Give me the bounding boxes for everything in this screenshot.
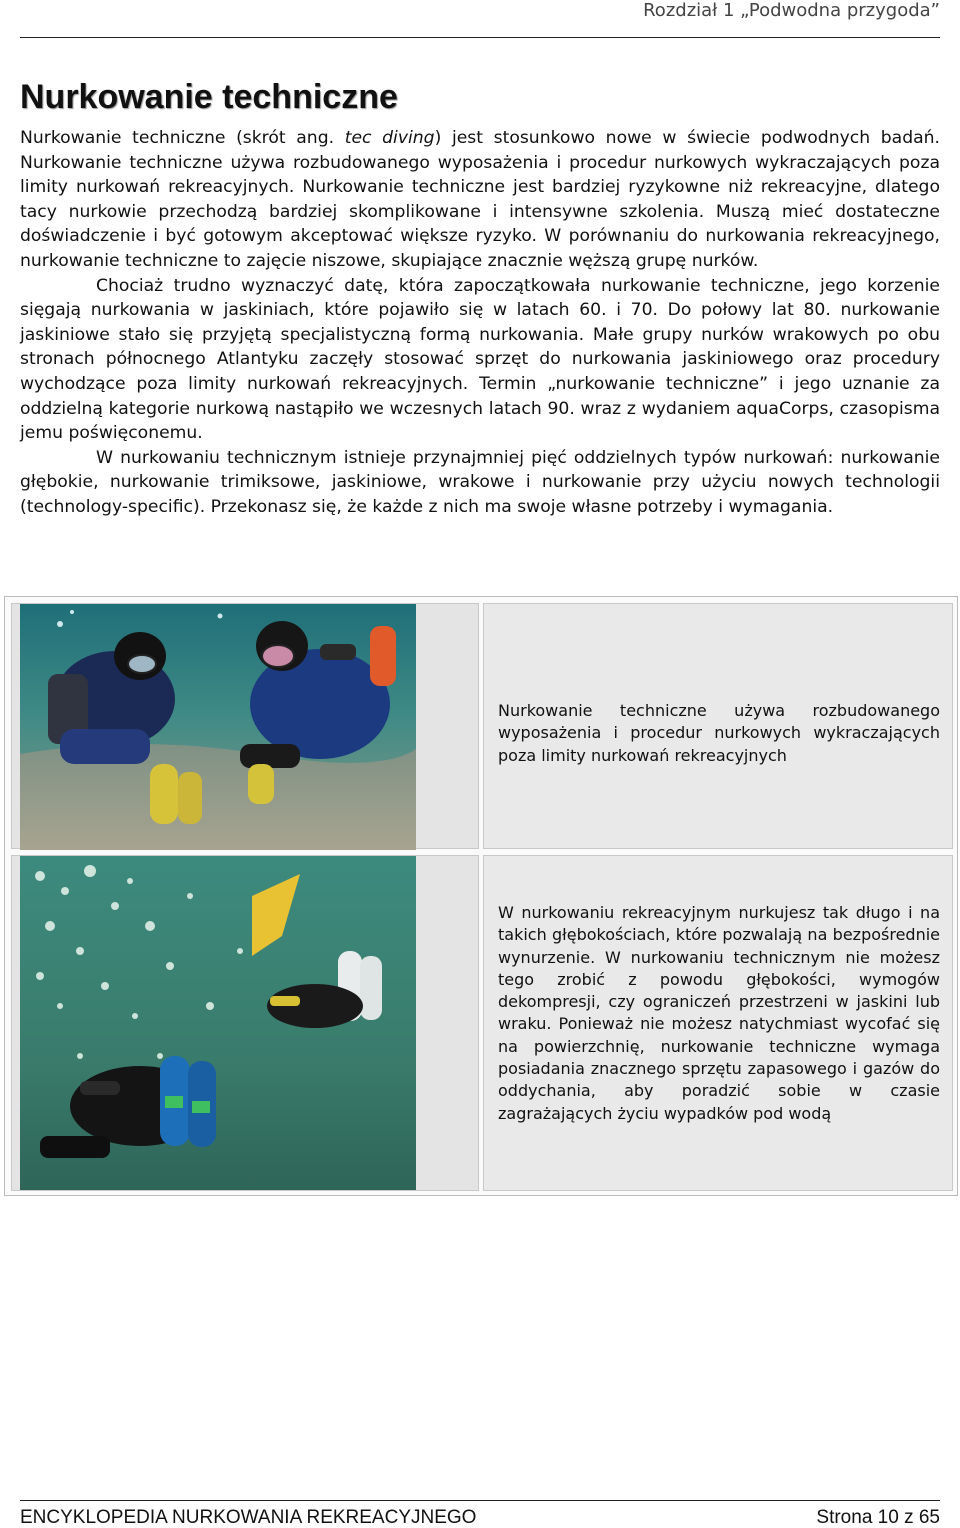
publication-title: ENCYKLOPEDIA NURKOWANIA REKREACYJNEGO bbox=[20, 1507, 477, 1528]
paragraph-3: W nurkowaniu technicznym istnieje przynajmniej pięć oddzielnych typów nurkowań: nurkowanie głębokie, nurkowanie trimiksowe, jaskiniowe, wrakowe i nurkowanie przy użyciu nowych technologii (technology-specific). Przekonasz się, że każde z nich ma swoje własne potrzeby i wymagania. bbox=[20, 447, 940, 517]
paragraph-1-text-b: ) jest stosunkowo nowe w świecie podwodnych badań. Nurkowanie techniczne używa rozbudowanego wyposażenia i procedur nurkowych wykraczających poza limity nurkowań rekreacyjnych. Nurkowanie techniczne jest bardziej ryzykowne niż rekreacyjne, dlatego tacy nurkowie przechodzą bardziej skomplikowane i intensywne szkolenia. Muszą mieć dostateczne doświadczenie i być gotowym akceptować większe ryzyko. W porównaniu do nurkowania rekreacyjnego, nurkowanie techniczne to zajęcie niszowe, skupiające znacznie węższą grupę nurków. bbox=[20, 128, 940, 271]
figure-table bbox=[4, 596, 958, 1196]
running-header bbox=[20, 0, 940, 38]
chapter-title: Rozdział 1 „Podwodna przygoda” bbox=[643, 0, 940, 21]
figure-caption-2: W nurkowaniu rekreacyjnym nurkujesz tak długo i na takich głębokościach, które pozwalają na bezpośrednie wynurzenie. W nurkowaniu technicznym nie możesz tego zrobić z powodu głębokości, wymogów dekompresji, czy ograniczeń przestrzeni w jaskini lub wraku. Ponieważ nie możesz natychmiast wycofać się na powierzchnię, nurkowanie techniczne wymaga posiadania znacznego sprzętu zapasowego i gazów do oddychania, aby poradzić sobie w czasie zagrażających życiu wypadków pod wodą bbox=[498, 903, 940, 1123]
caption-cell-2 bbox=[483, 855, 953, 1191]
article-body bbox=[20, 126, 940, 520]
term-tec-diving: tec diving bbox=[344, 128, 435, 148]
paragraph-1 bbox=[20, 126, 940, 274]
paragraph-2: Chociaż trudno wyznaczyć datę, która zapoczątkowała nurkowanie techniczne, jego korzenie sięgają nurkowania w jaskiniach, które pojawiło się w latach 60. i 70. Do połowy lat 80. nurkowanie jaskiniowe stało się przyjętą specjalistyczną formą nurkowania. Małe grupy nurków wrakowych po obu stronach północnego Atlantyku zaczęły stosować sprzęt do nurkowania jaskiniowego oraz procedury wychodzące poza limity nurkowań rekreacyjnych. Termin „nurkowanie techniczne” i jego uznanie za oddzielną kategorie nurkową nastąpiło we wczesnych latach 90. wraz z wydaniem aquaCorps, czasopisma jemu poświęconemu. bbox=[20, 275, 940, 444]
photo-cell-2 bbox=[11, 855, 479, 1191]
photo-cell-1 bbox=[11, 603, 479, 849]
paragraph-1-text-a: Nurkowanie techniczne (skrót ang. bbox=[20, 128, 345, 148]
section-title: Nurkowanie techniczne bbox=[20, 78, 398, 116]
figure-caption-1: Nurkowanie techniczne używa rozbudowanego wyposażenia i procedur nurkowych wykraczających poza limity nurkowań rekreacyjnych bbox=[498, 701, 940, 765]
page-number: Strona 10 z 65 bbox=[816, 1507, 940, 1528]
divers-photo-2 bbox=[20, 856, 416, 1190]
caption-cell-1 bbox=[483, 603, 953, 849]
page-footer bbox=[20, 1500, 940, 1528]
divers-photo-1 bbox=[20, 604, 416, 850]
